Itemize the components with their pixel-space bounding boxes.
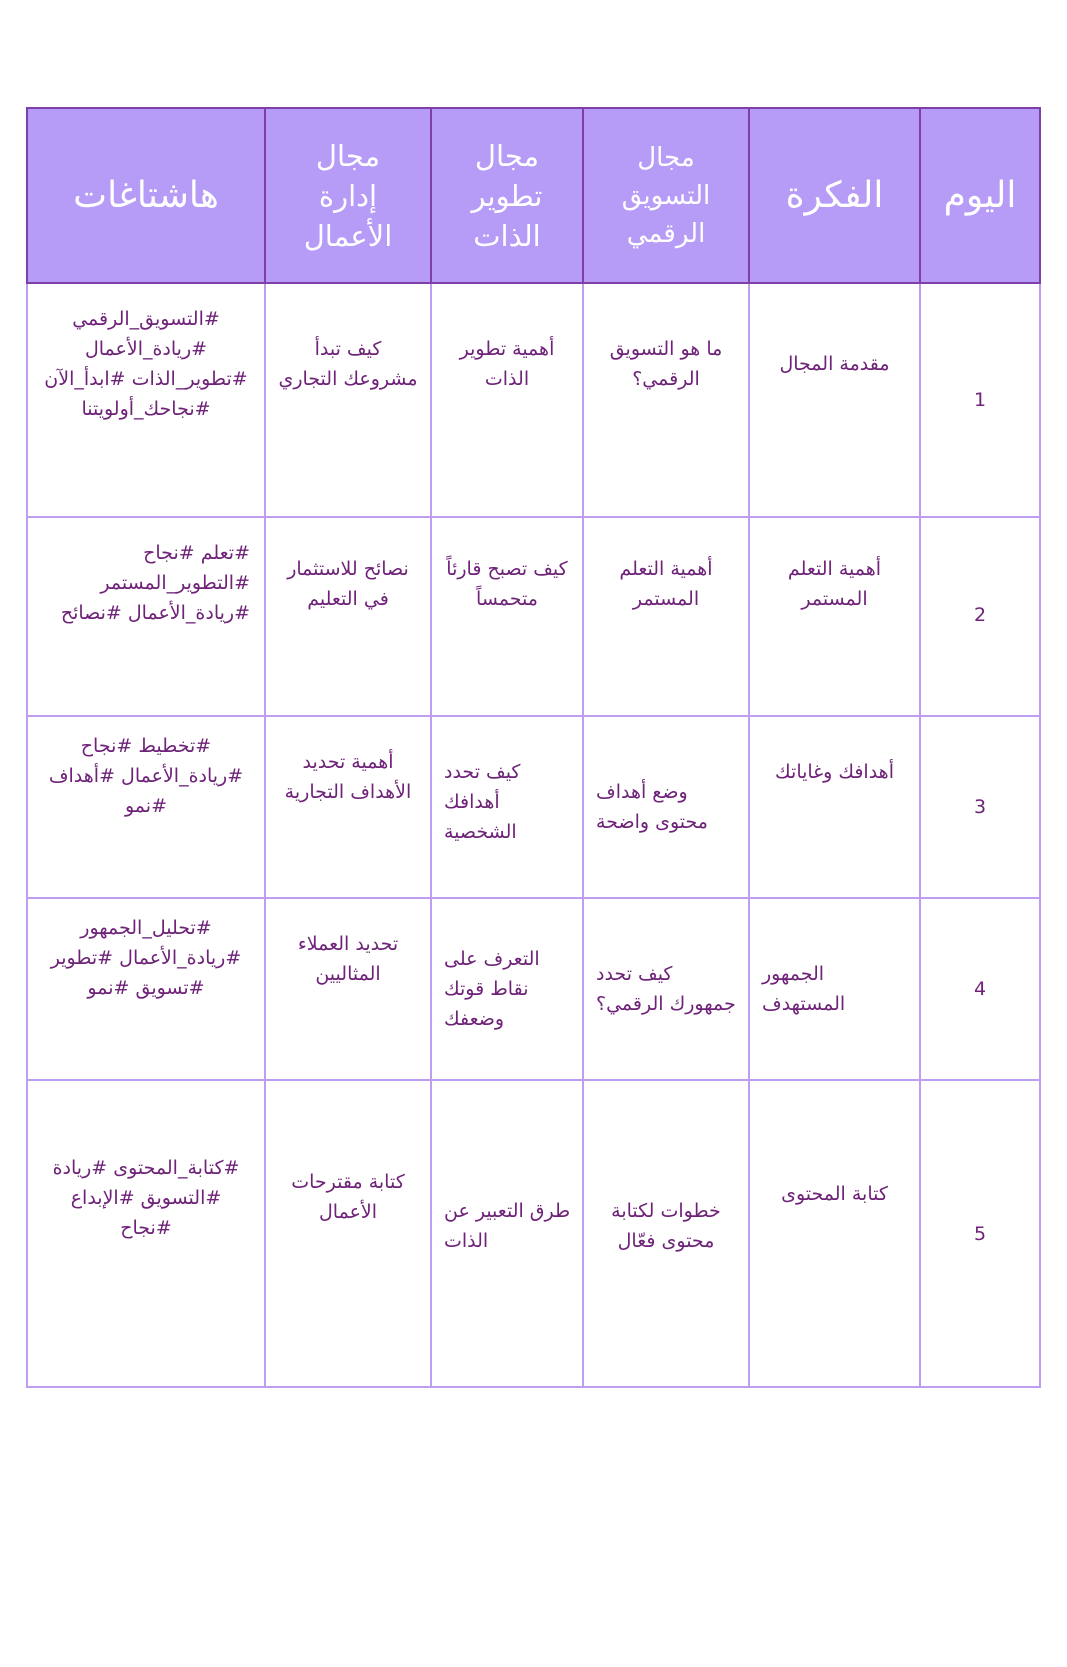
table-row [27, 898, 1040, 1080]
header-self-development: مجال تطوير الذات [431, 108, 583, 283]
hashtags-cell: #التسويق_الرقمي #ريادة_الأعمال #تطوير_الذات #ابدأ_الآن #نجاحك_أولويتنا [27, 283, 265, 517]
table-row [27, 517, 1040, 716]
self-development-cell: كيف تحدد أهدافك الشخصية [431, 716, 583, 898]
content-plan-table [26, 107, 1041, 1388]
day-cell: 1 [920, 283, 1040, 517]
self-development-cell: طرق التعبير عن الذات [431, 1080, 583, 1387]
marketing-cell: أهمية التعلم المستمر [583, 517, 749, 716]
header-hashtags: هاشتاغات [27, 108, 265, 283]
hashtags-cell: #كتابة_المحتوى #ريادة #التسويق #الإبداع #نجاح [27, 1080, 265, 1387]
header-marketing: مجال التسويق الرقمي [583, 108, 749, 283]
self-development-cell: التعرف على نقاط قوتك وضعفك [431, 898, 583, 1080]
self-development-cell: أهمية تطوير الذات [431, 283, 583, 517]
header-day: اليوم [920, 108, 1040, 283]
marketing-cell: كيف تحدد جمهورك الرقمي؟ [583, 898, 749, 1080]
idea-cell: الجمهور المستهدف [749, 898, 920, 1080]
self-development-cell: كيف تصبح قارئاً متحمساً [431, 517, 583, 716]
header-business: مجال إدارة الأعمال [265, 108, 431, 283]
business-cell: أهمية تحديد الأهداف التجارية [265, 716, 431, 898]
business-cell: نصائح للاستثمار في التعليم [265, 517, 431, 716]
hashtags-cell: #تعلم #نجاح #التطوير_المستمر #ريادة_الأعمال #نصائح [27, 517, 265, 716]
business-cell: كتابة مقترحات الأعمال [265, 1080, 431, 1387]
header-idea: الفكرة [749, 108, 920, 283]
idea-cell: مقدمة المجال [749, 283, 920, 517]
day-cell: 3 [920, 716, 1040, 898]
hashtags-cell: #تخطيط #نجاح #ريادة_الأعمال #أهداف #نمو [27, 716, 265, 898]
idea-cell: أهمية التعلم المستمر [749, 517, 920, 716]
day-cell: 4 [920, 898, 1040, 1080]
header-row [27, 108, 1040, 283]
day-cell: 5 [920, 1080, 1040, 1387]
idea-cell: أهدافك وغاياتك [749, 716, 920, 898]
day-cell: 2 [920, 517, 1040, 716]
marketing-cell: ما هو التسويق الرقمي؟ [583, 283, 749, 517]
table-row [27, 716, 1040, 898]
table-row [27, 1080, 1040, 1387]
marketing-cell: خطوات لكتابة محتوى فعّال [583, 1080, 749, 1387]
hashtags-cell: #تحليل_الجمهور #ريادة_الأعمال #تطوير #تسويق #نمو [27, 898, 265, 1080]
business-cell: تحديد العملاء المثاليين [265, 898, 431, 1080]
marketing-cell: وضع أهداف محتوى واضحة [583, 716, 749, 898]
table-row [27, 283, 1040, 517]
business-cell: كيف تبدأ مشروعك التجاري [265, 283, 431, 517]
idea-cell: كتابة المحتوى [749, 1080, 920, 1387]
